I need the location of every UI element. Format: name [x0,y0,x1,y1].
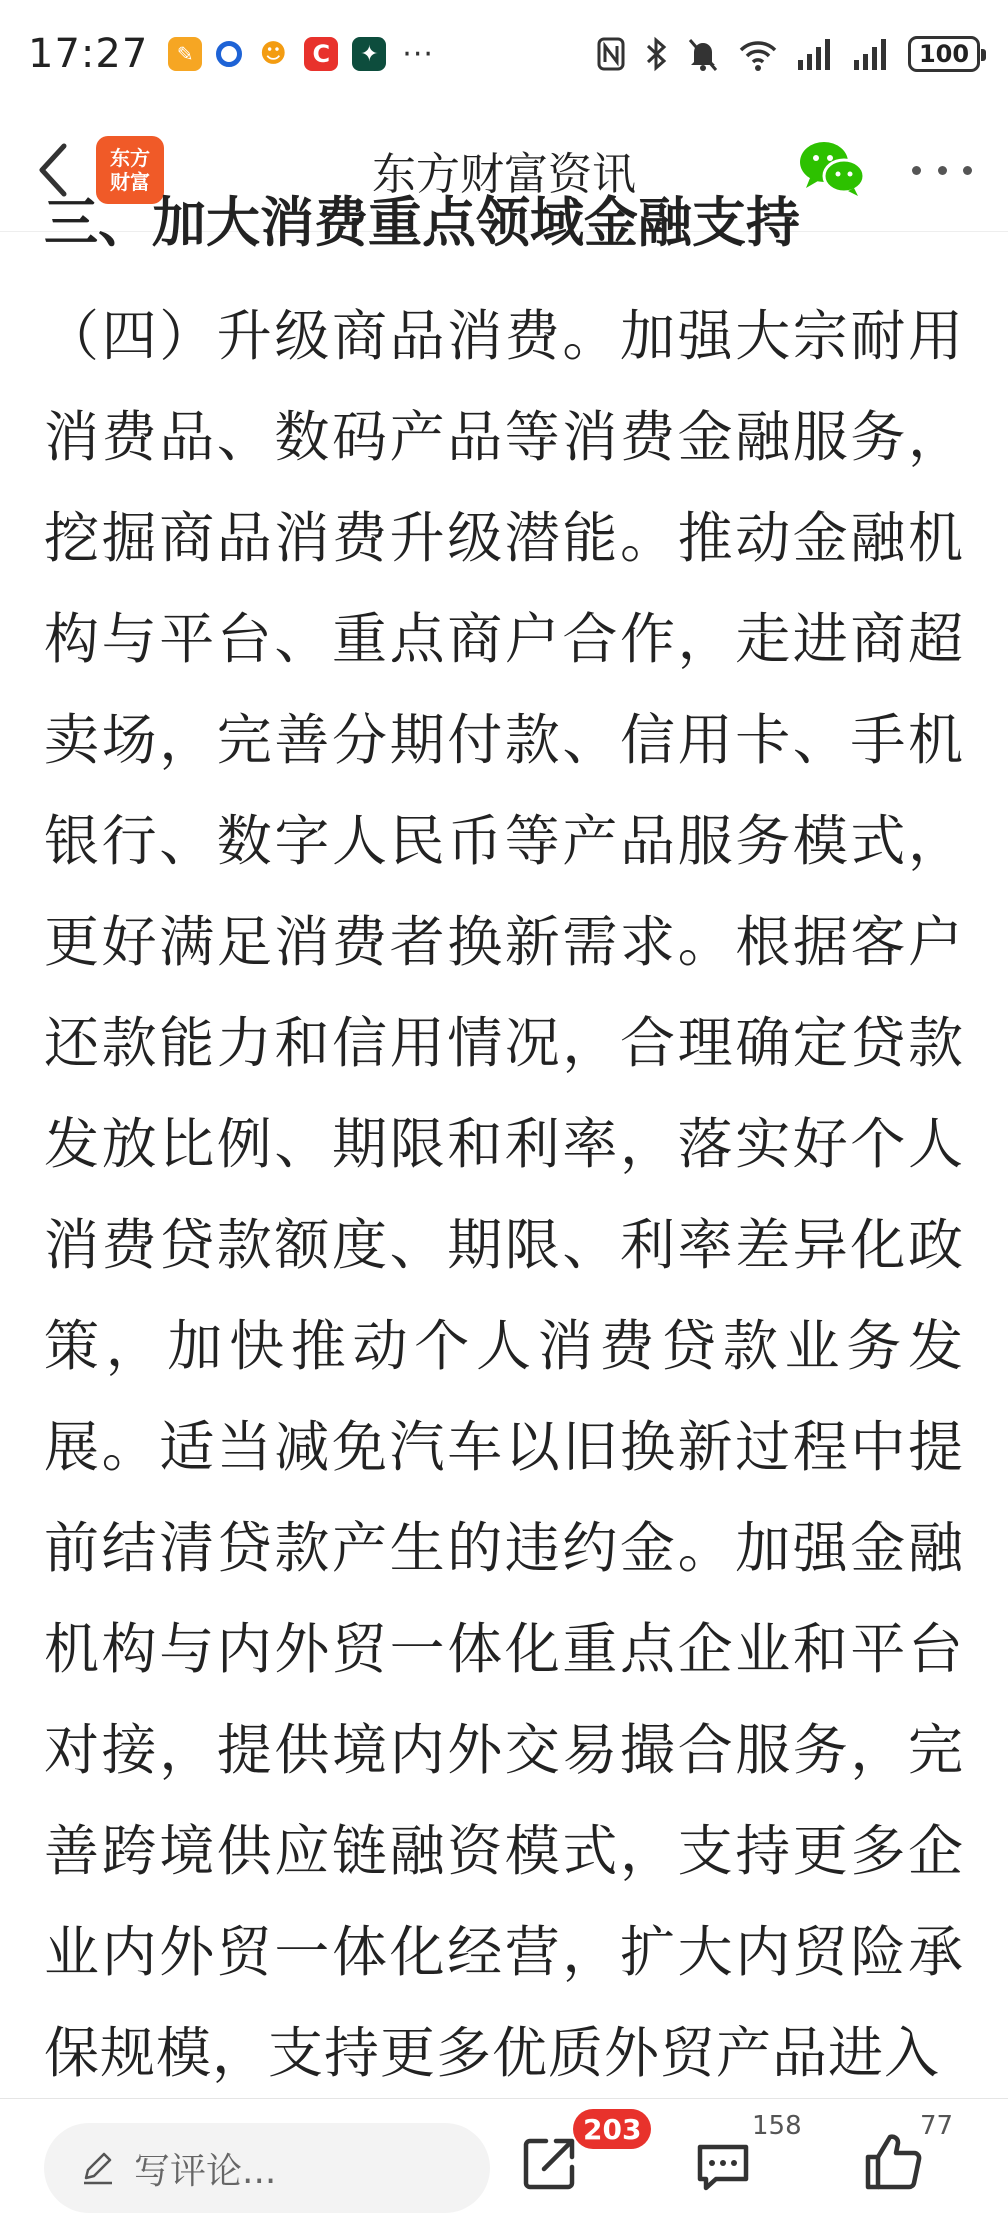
logo-line1: 东方 [110,145,150,170]
wifi-icon [738,36,778,72]
dot-icon [938,166,947,175]
wechat-share-button[interactable] [796,136,868,200]
share-count-badge: 203 [573,2109,651,2149]
page-title: 东方财富资讯 [372,149,636,200]
mute-icon [686,36,720,72]
like-button[interactable] [864,2133,922,2191]
more-notifications-icon: ··· [402,36,434,72]
bluetooth-icon [644,36,668,72]
logo-line2: 财富 [110,169,150,194]
taobao-app-icon: ☻ [256,37,290,71]
red-c-app-icon: C [304,37,338,71]
more-menu-button[interactable] [912,152,972,188]
signal-icon [796,36,834,72]
article-paragraph: （四）升级商品消费。加强大宗耐用消费品、数码产品等消费金融服务，挖掘商品消费升级潜能。推动金融机构与平台、重点商户合作，走进商超卖场，完善分期付款、信用卡、手机银行、数字人民币等产品服务模式，更好满足消费者换新需求。根据客户还款能力和信用情况，合理确定贷款发放比例、期限和利率，落实好个人消费贷款额度、期限、利率差异化政策，加快推动个人消费贷款业务发展。适当减免汽车以旧换新过程中提前结清贷款产生的违约金。加强金融机构与内外贸一体化重点企业和平台对接，提供境内外交易撮合服务，完善跨境供应链融资模式，支持更多企业内外贸一体化经营，扩大内贸险承保规模，支持更多优质外贸产品进入 [44,304,964,2085]
section-heading-clipped: 三、加大消费重点领域金融支持 [44,191,800,254]
thumbs-up-icon [864,2133,922,2191]
system-icons [596,36,980,72]
yellow-app-icon: ✎ [168,37,202,71]
dot-icon [963,166,972,175]
comment-placeholder: 写评论... [134,2150,277,2192]
comment-count: 158 [752,2111,802,2141]
status-bar [0,0,1008,108]
comment-input[interactable] [44,2123,490,2213]
bottom-action-bar [0,2098,1008,2232]
status-time: 17:27 [28,31,149,77]
comments-button[interactable] [694,2141,752,2193]
wechat-icon [796,136,868,200]
share-icon [520,2133,580,2193]
comment-bubble-icon [694,2141,752,2193]
pencil-icon [80,2150,116,2186]
blue-circle-app-icon [216,41,242,67]
article-body[interactable] [0,191,1008,2098]
share-button[interactable] [520,2133,580,2193]
dot-icon [912,166,921,175]
like-count: 77 [920,2111,954,2141]
green-app-icon: ✦ [352,37,386,71]
battery-icon: 100 [908,36,980,72]
signal-icon-2 [852,36,890,72]
notification-icons [168,37,434,72]
nfc-icon [596,36,626,72]
